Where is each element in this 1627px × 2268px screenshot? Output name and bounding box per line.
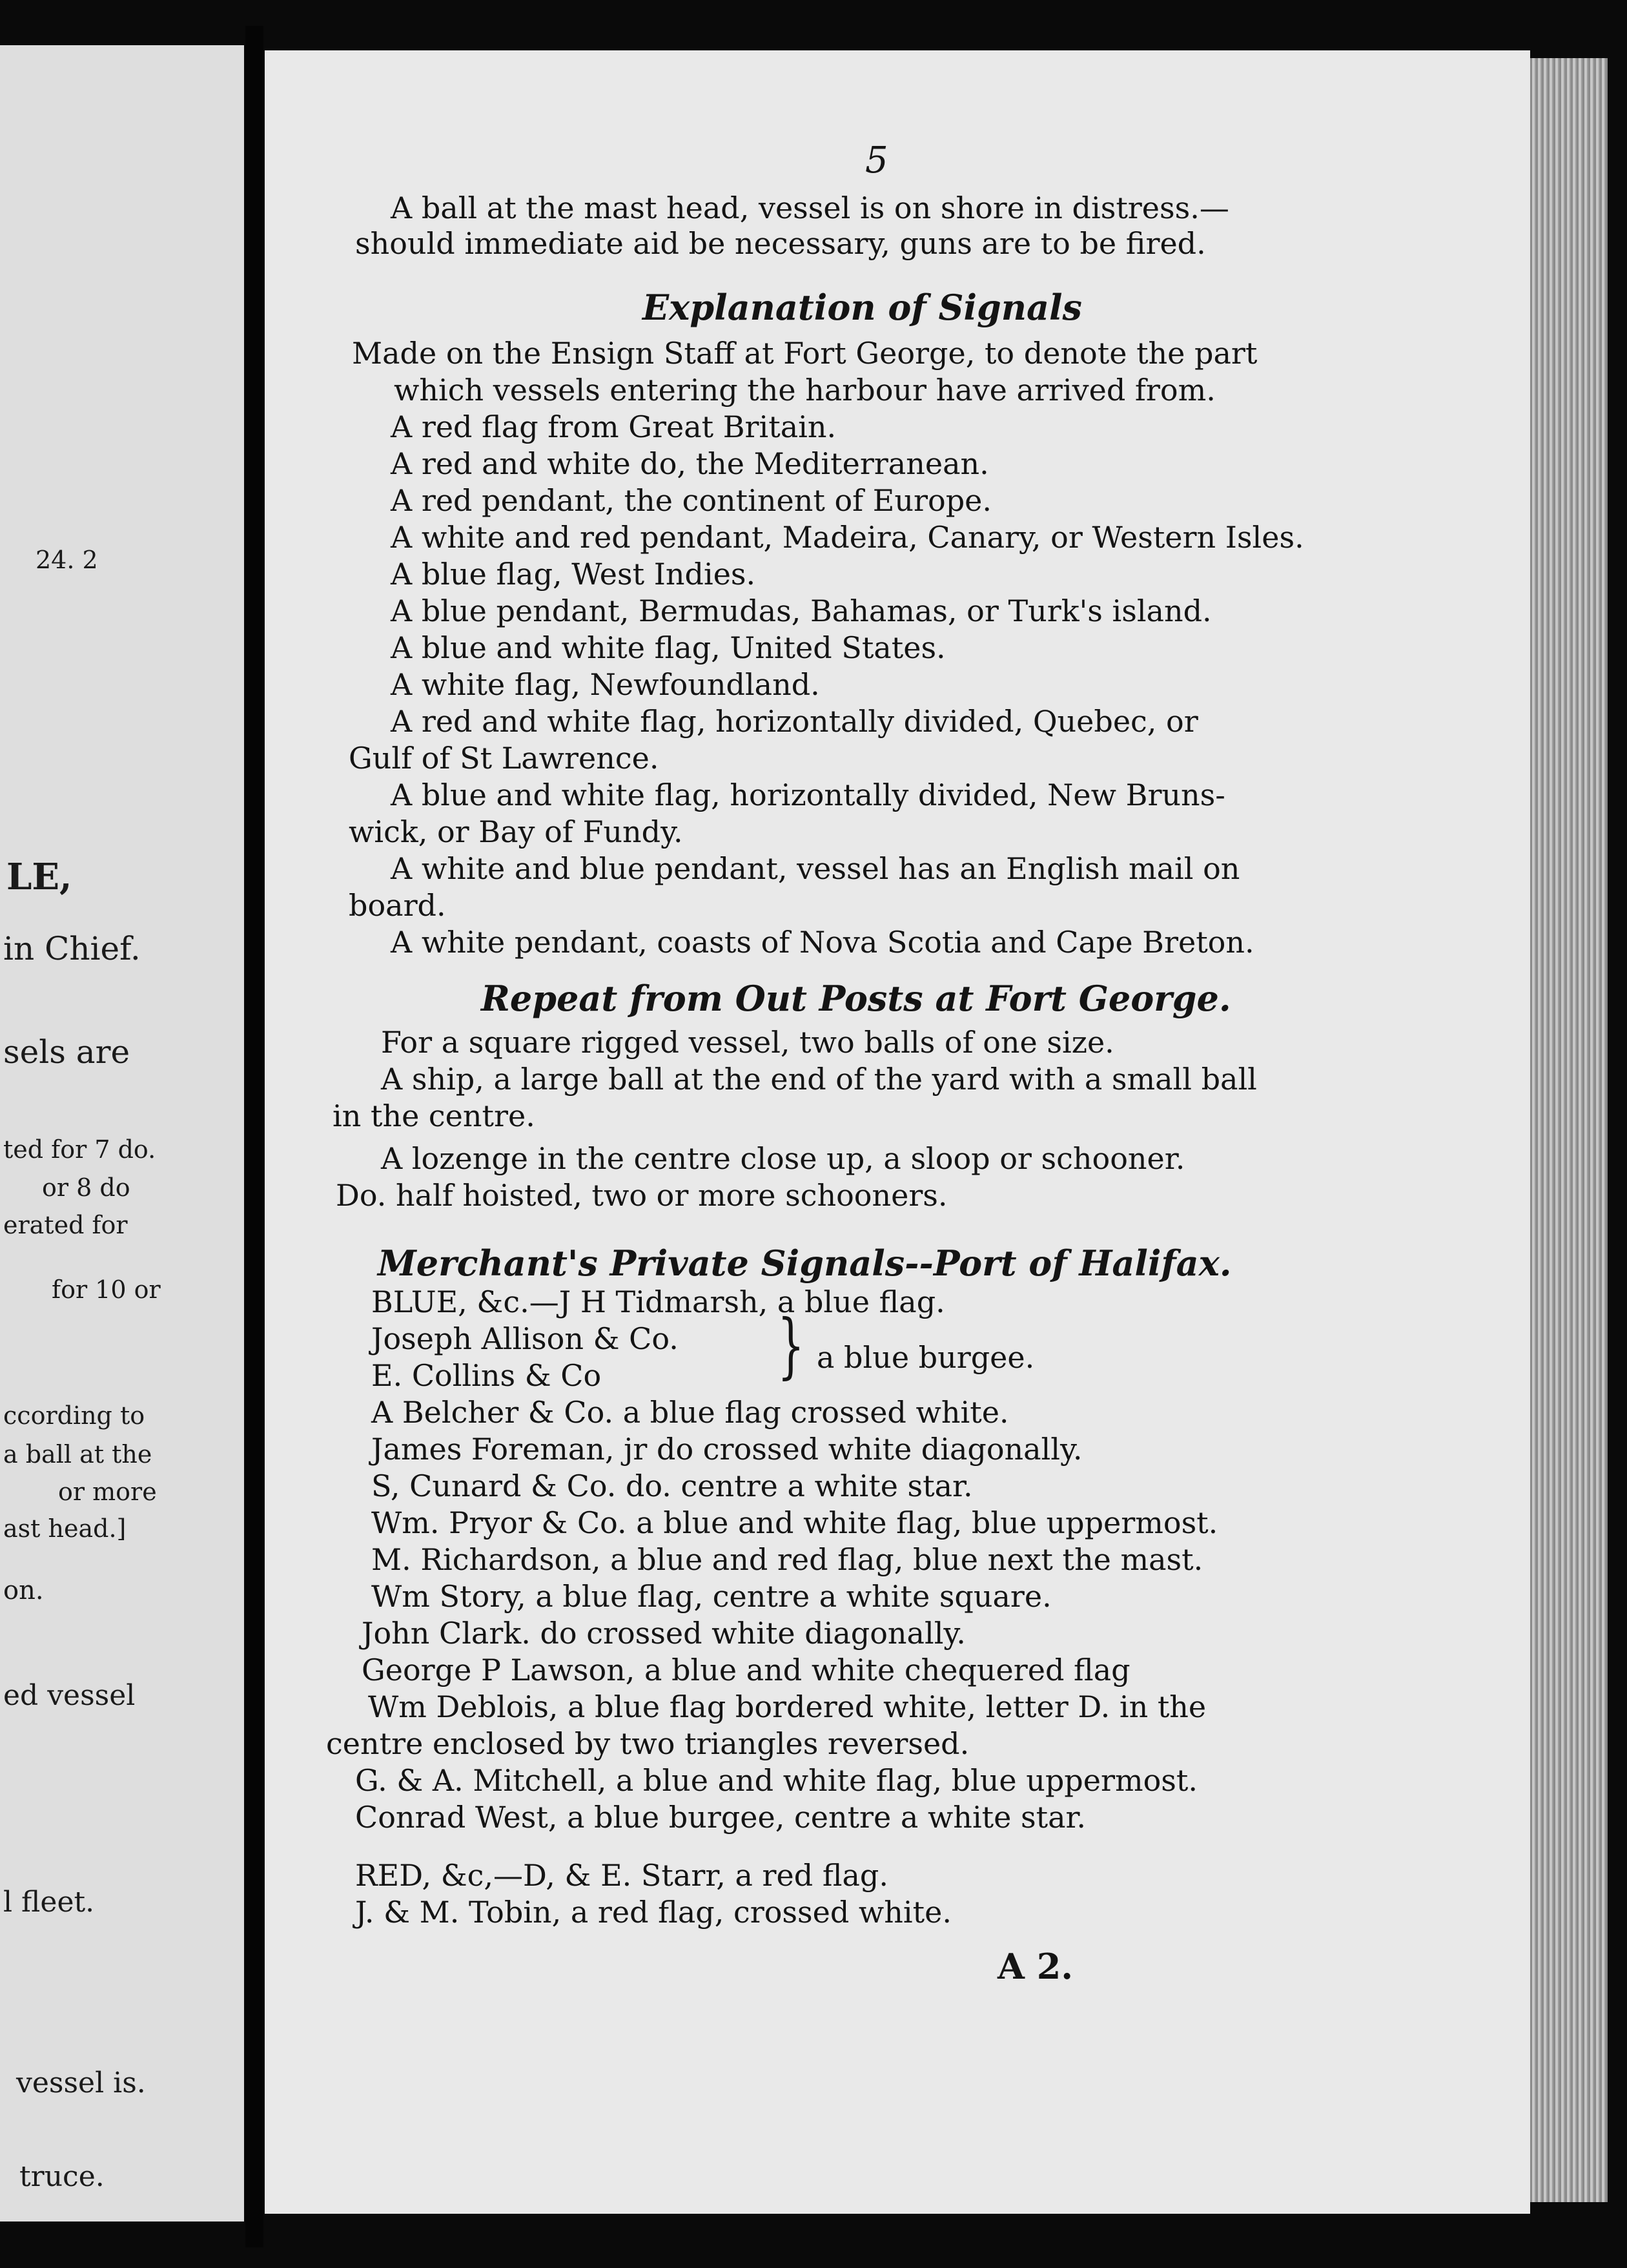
left-fragment: a ball at the (3, 1440, 152, 1469)
text-line: A white and blue pendant, vessel has an English mail on (391, 851, 1240, 886)
text-line: wick, or Bay of Fundy. (349, 814, 683, 849)
text-line: in the centre. (333, 1098, 535, 1133)
book-spine (245, 26, 263, 2247)
text-line: A ship, a large ball at the end of the yard with a small ball (381, 1062, 1257, 1097)
text-line: S, Cunard & Co. do. centre a white star. (371, 1469, 973, 1503)
text-line: Wm Story, a blue flag, centre a white square. (371, 1579, 1052, 1614)
brace-label: a blue burgee. (817, 1340, 1035, 1375)
section-heading: Repeat from Out Posts at Fort George. (481, 978, 1231, 1019)
text-line: RED, &c,—D, & E. Starr, a red flag. (355, 1858, 889, 1893)
right-page (265, 50, 1530, 2214)
text-line: A red pendant, the continent of Europe. (391, 483, 992, 518)
text-line: A red and white flag, horizontally divided, Quebec, or (391, 704, 1198, 739)
left-fragment: on. (3, 1576, 44, 1605)
left-fragment: sels are (3, 1033, 130, 1071)
left-fragment: truce. (19, 2160, 105, 2193)
left-fragment: for 10 or (52, 1275, 161, 1304)
text-line: M. Richardson, a blue and red flag, blue next the mast. (371, 1542, 1203, 1577)
text-line: A blue and white flag, horizontally divided, New Bruns- (391, 778, 1225, 812)
brace-glyph: } (777, 1304, 804, 1387)
signature-mark: A 2. (998, 1946, 1074, 1987)
text-line: A red and white do, the Mediterranean. (391, 446, 989, 481)
text-line: A blue and white flag, United States. (391, 630, 946, 665)
left-fragment: ccording to (3, 1401, 145, 1430)
text-line: centre enclosed by two triangles reversed. (326, 1726, 970, 1761)
text-line: Wm Deblois, a blue flag bordered white, letter D. in the (368, 1689, 1207, 1724)
text-line: Do. half hoisted, two or more schooners. (336, 1178, 948, 1213)
left-fragment: ted for 7 do. (3, 1135, 156, 1164)
text-line: G. & A. Mitchell, a blue and white flag, blue uppermost. (355, 1763, 1198, 1798)
text-line: A blue flag, West Indies. (391, 557, 756, 592)
text-line: A red flag from Great Britain. (391, 409, 837, 444)
text-line: Conrad West, a blue burgee, centre a white star. (355, 1800, 1087, 1835)
text-line: Joseph Allison & Co. (371, 1321, 679, 1356)
text-line: For a square rigged vessel, two balls of one size. (381, 1025, 1114, 1060)
text-line: Gulf of St Lawrence. (349, 741, 659, 776)
text-line: A Belcher & Co. a blue flag crossed white. (371, 1395, 1009, 1430)
intro-line: should immediate aid be necessary, guns are to be fired. (355, 226, 1206, 261)
page-edges (1530, 58, 1608, 2202)
text-line: A white pendant, coasts of Nova Scotia and Cape Breton. (391, 925, 1254, 960)
left-fragment: in Chief. (3, 930, 141, 967)
section-heading: Explanation of Signals (642, 287, 1082, 328)
section-heading: Merchant's Private Signals--Port of Halifax. (378, 1242, 1232, 1284)
text-line: J. & M. Tobin, a red flag, crossed white. (355, 1895, 952, 1930)
text-line: Wm. Pryor & Co. a blue and white flag, blue uppermost. (371, 1505, 1218, 1540)
text-line: James Foreman, jr do crossed white diagonally. (371, 1432, 1083, 1467)
text-line: George P Lawson, a blue and white chequered flag (362, 1653, 1131, 1687)
left-fragment: l fleet. (3, 1886, 95, 1919)
text-line: E. Collins & Co (371, 1358, 602, 1393)
intro-line: A ball at the mast head, vessel is on shore in distress.— (391, 191, 1229, 225)
text-line: A lozenge in the centre close up, a sloop or schooner. (381, 1141, 1185, 1176)
text-line: board. (349, 888, 446, 923)
left-fragment: 24. 2 (36, 546, 98, 574)
text-line: A white and red pendant, Madeira, Canary, or Western Isles. (391, 520, 1304, 555)
text-line: A blue pendant, Bermudas, Bahamas, or Turk's island. (391, 593, 1212, 628)
text-line: which vessels entering the harbour have arrived from. (394, 373, 1216, 407)
text-line: A white flag, Newfoundland. (391, 667, 820, 702)
left-page (0, 45, 244, 2222)
left-fragment: vessel is. (16, 2067, 146, 2099)
text-line: John Clark. do crossed white diagonally. (362, 1616, 966, 1651)
left-fragment: ast head.] (3, 1514, 127, 1543)
left-fragment: or 8 do (42, 1173, 130, 1202)
left-fragment: erated for (3, 1211, 128, 1239)
left-fragment: or more (58, 1478, 157, 1506)
text-line: BLUE, &c.—J H Tidmarsh, a blue flag. (371, 1284, 945, 1319)
page-number: 5 (865, 139, 888, 181)
text-line: Made on the Ensign Staff at Fort George, to denote the part (352, 336, 1258, 371)
left-fragment: ed vessel (3, 1679, 136, 1712)
left-fragment: LE, (6, 856, 72, 898)
